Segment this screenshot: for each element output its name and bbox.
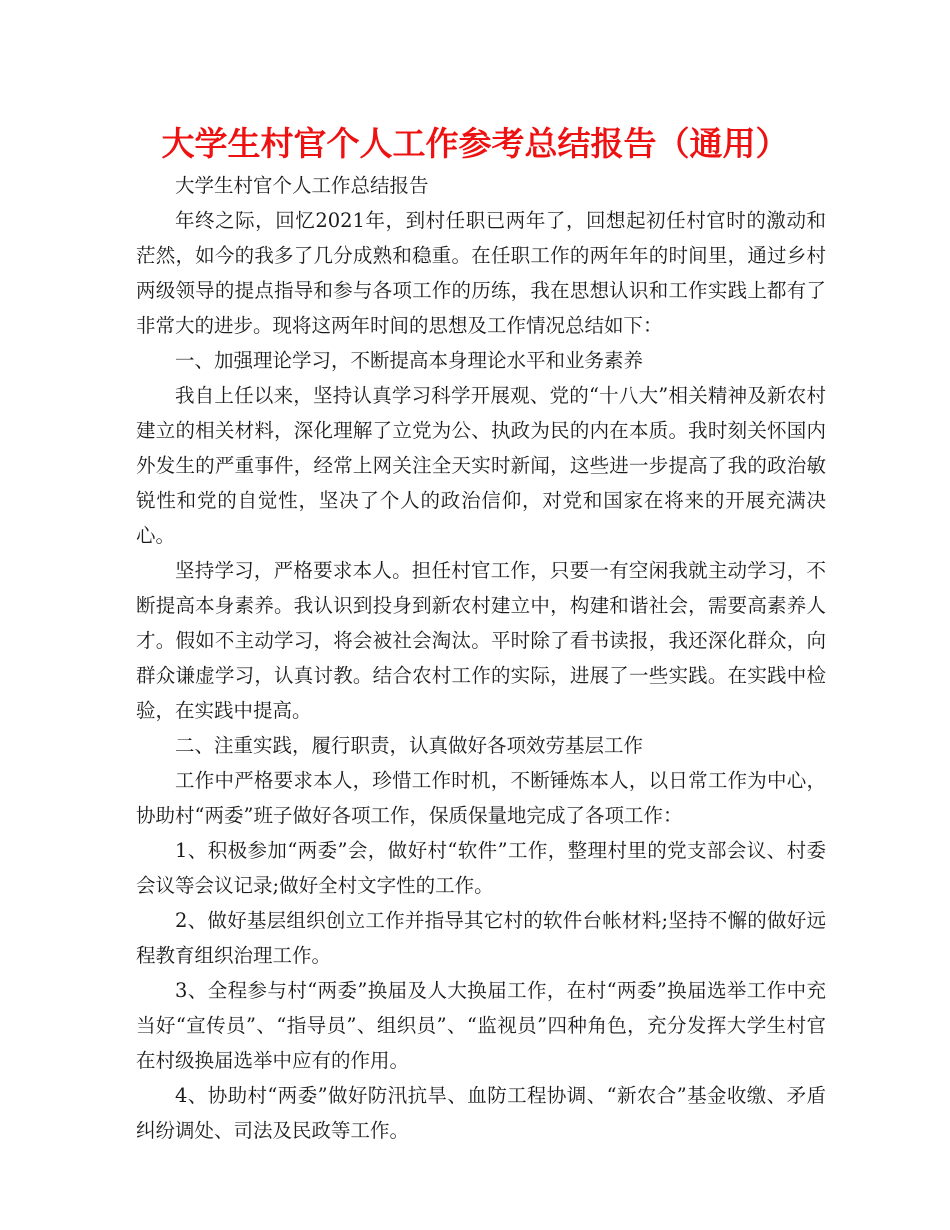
list-item-3: 3、全程参与村“两委”换届及人大换届工作，在村“两委”换届选举工作中充当好“宣传员”、“指导员”、组织员”、“监视员”四种角色，充分发挥大学生村官在村级换届选举中应有的作用。 bbox=[136, 979, 826, 1072]
paragraph-theory-study: 我自上任以来，坚持认真学习科学开展观、党的“十八大”相关精神及新农村建立的相关材料，深化理解了立党为公、执政为民的内在本质。我时刻关怀国内外发生的严重事件，经常上网关注全天实时新闻，这些进一步提高了我的政治敏锐性和党的自觉性，坚决了个人的政治信仰，对党和国家在将来的开展充满决心。 bbox=[136, 384, 826, 547]
document-title: 大学生村官个人工作参考总结报告（通用） bbox=[161, 124, 789, 163]
list-item-1: 1、积极参加“两委”会，做好村“软件”工作，整理村里的党支部会议、村委会议等会议记录;做好全村文字性的工作。 bbox=[136, 839, 826, 897]
section-heading-2: 二、注重实践，履行职责，认真做好各项效劳基层工作 bbox=[175, 734, 644, 757]
section-heading-1: 一、加强理论学习，不断提高本身理论水平和业务素养 bbox=[175, 349, 644, 372]
paragraph-intro: 年终之际，回忆2021年，到村任职已两年了，回想起初任村官时的激动和茫然，如今的我多了几分成熟和稳重。在任职工作的两年年的时间里，通过乡村两级领导的提点指导和参与各项工作的历练，我在思想认识和工作实践上都有了非常大的进步。现将这两年时间的思想及工作情况总结如下： bbox=[136, 209, 826, 337]
list-item-2: 2、做好基层组织创立工作并指导其它村的软件台帐材料;坚持不懈的做好远程教育组织治理工作。 bbox=[136, 909, 826, 967]
paragraph-persist-learning: 坚持学习，严格要求本人。担任村官工作，只要一有空闲我就主动学习，不断提高本身素养。我认识到投身到新农村建立中，构建和谐社会，需要高素养人才。假如不主动学习，将会被社会淘汰。平时除了看书读报，我还深化群众，向群众谦虚学习，认真讨教。结合农村工作的实际，进展了一些实践。在实践中检验，在实践中提高。 bbox=[136, 559, 826, 722]
document-body bbox=[136, 168, 826, 1148]
paragraph-work-requirements: 工作中严格要求本人，珍惜工作时机，不断锤炼本人，以日常工作为中心，协助村“两委”班子做好各项工作，保质保量地完成了各项工作： bbox=[136, 769, 826, 827]
report-subtitle: 大学生村官个人工作总结报告 bbox=[175, 174, 429, 197]
list-item-4: 4、协助村“两委”做好防汛抗旱、血防工程协调、“新农合”基金收缴、矛盾纠纷调处、司法及民政等工作。 bbox=[136, 1084, 826, 1142]
